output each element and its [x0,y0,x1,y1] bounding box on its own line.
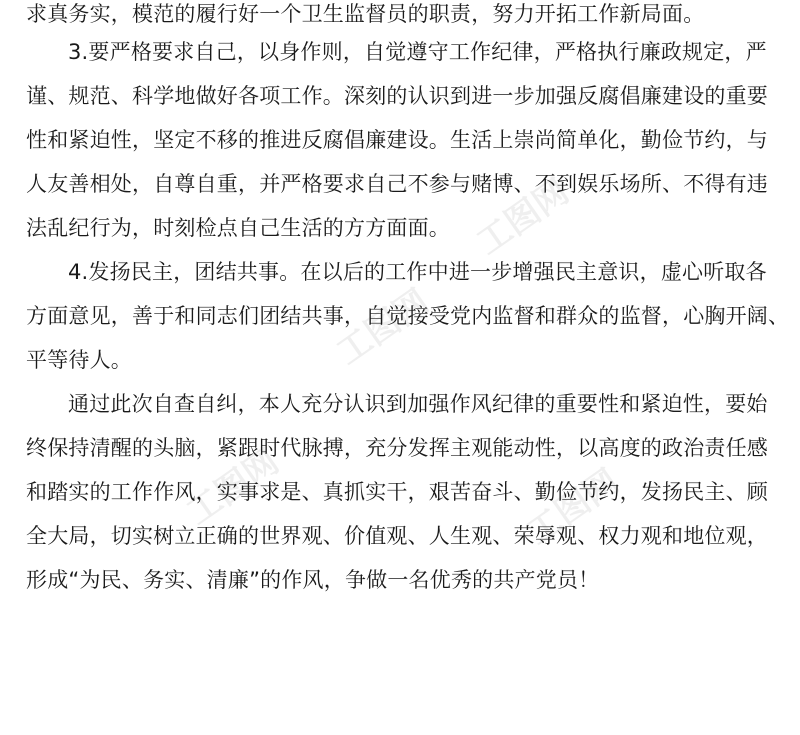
paragraph-line: 形成“为民、务实、清廉”的作风，争做一名优秀的共产党员！ [26,568,600,592]
paragraph-line: 平等待人。 [26,348,132,372]
watermark: 工图网 [179,441,287,534]
paragraph-line: 4.发扬民主，团结共事。在以后的工作中进一步增强民主意识，虚心听取各 [68,260,767,284]
paragraph-line: 人友善相处，自尊自重，并严格要求自己不参与赌博、不到娱乐场所、不得有违 [26,172,768,196]
paragraph-line: 求真务实，模范的履行好一个卫生监督员的职责，努力开拓工作新局面。 [26,2,705,26]
paragraph-line: 终保持清醒的头脑，紧跟时代脉搏，充分发挥主观能动性，以高度的政治责任感 [26,436,768,460]
watermark: 工图网 [519,461,627,554]
watermark: 工图网 [469,171,577,264]
paragraph-line: 性和紧迫性，坚定不移的推进反腐倡廉建设。生活上崇尚简单化，勤俭节约，与 [26,128,768,152]
paragraph-line: 法乱纪行为，时刻检点自己生活的方方面面。 [26,216,450,240]
paragraph-line: 和踏实的工作作风，实事求是、真抓实干，艰苦奋斗、勤俭节约，发扬民主、顾 [26,480,768,504]
watermark: 工图网 [329,281,437,374]
paragraph-line: 全大局，切实树立正确的世界观、价值观、人生观、荣辱观、权力观和地位观， [26,524,768,548]
paragraph-line: 谨、规范、科学地做好各项工作。深刻的认识到进一步加强反腐倡廉建设的重要 [26,84,768,108]
paragraph-line: 通过此次自查自纠，本人充分认识到加强作风纪律的重要性和紧迫性，要始 [68,392,768,416]
paragraph-line: 方面意见，善于和同志们团结共事，自觉接受党内监督和群众的监督，心胸开阔、 [26,304,790,328]
paragraph-line: 3.要严格要求自己，以身作则，自觉遵守工作纪律，严格执行廉政规定，严 [68,40,767,64]
